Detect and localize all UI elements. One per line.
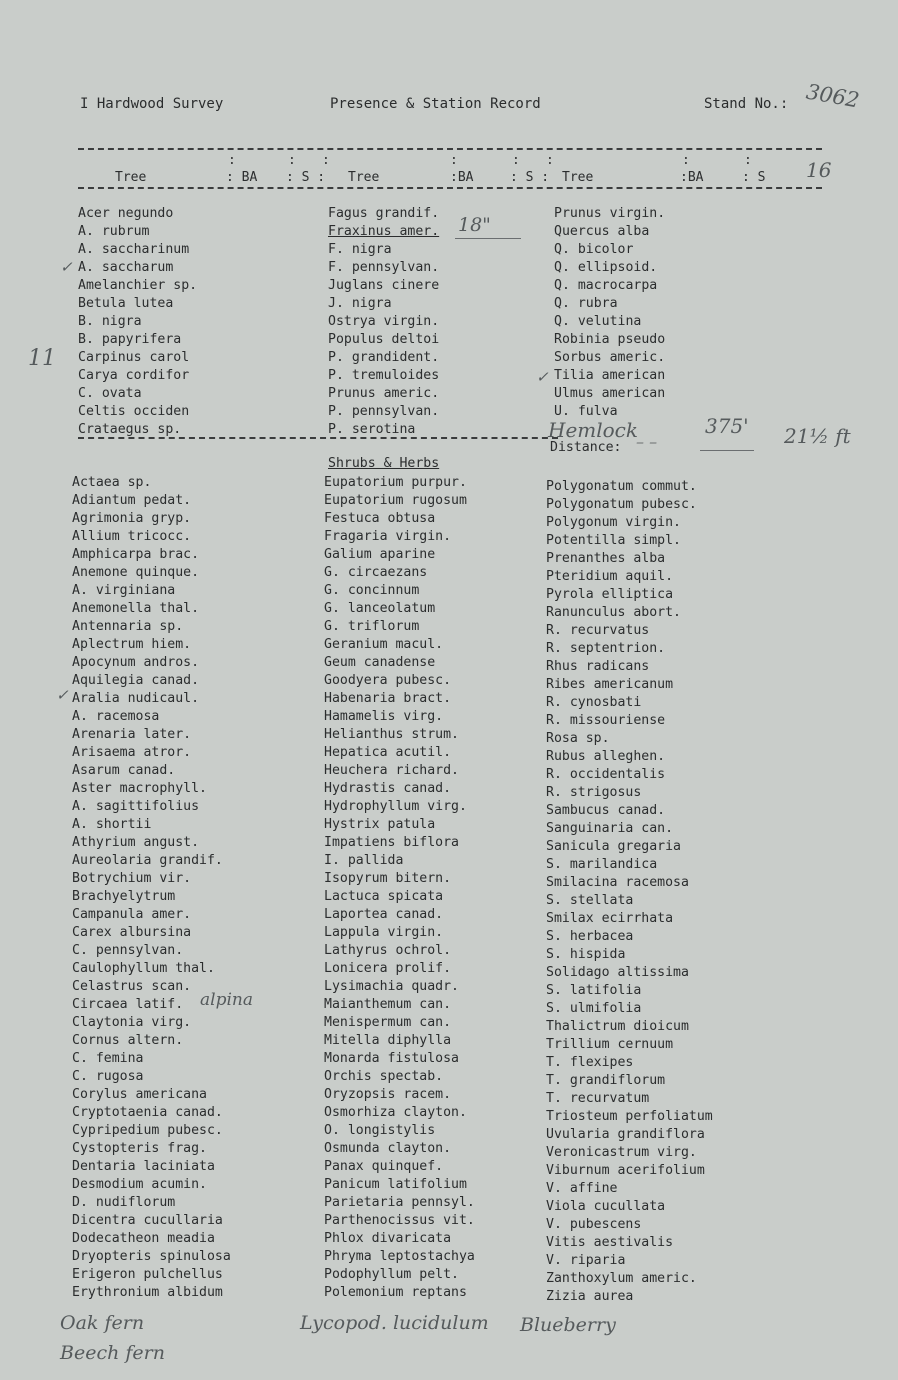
- list-item: Parthenocissus vit.: [324, 1213, 475, 1228]
- handwritten-underline: [455, 238, 521, 239]
- list-item: Amelanchier sp.: [78, 278, 198, 293]
- list-item: Polygonatum commut.: [546, 479, 697, 494]
- list-item: Robinia pseudo: [554, 332, 666, 347]
- list-item: Lathyrus ochrol.: [324, 943, 452, 958]
- handwritten-species: Lycopod. lucidulum: [300, 1312, 489, 1334]
- list-item: Prunus americ.: [328, 386, 440, 401]
- ba-column-header: : BA: [226, 170, 258, 185]
- list-item: G. lanceolatum: [324, 601, 436, 616]
- handwritten-underline: [700, 450, 754, 451]
- check-mark-icon: ✓: [60, 258, 73, 276]
- list-item: G. circaezans: [324, 565, 428, 580]
- list-item: S. latifolia: [546, 983, 642, 998]
- list-item: R. recurvatus: [546, 623, 650, 638]
- list-item: Pyrola elliptica: [546, 587, 674, 602]
- list-item: Galium aparine: [324, 547, 436, 562]
- list-item: Q. macrocarpa: [554, 278, 658, 293]
- list-item: A. racemosa: [72, 709, 160, 724]
- tree-column-header: Tree: [348, 170, 380, 185]
- list-item: Caulophyllum thal.: [72, 961, 215, 976]
- list-item: Aster macrophyll.: [72, 781, 207, 796]
- list-item: Menispermum can.: [324, 1015, 452, 1030]
- handwritten-measurement: 18": [458, 214, 491, 236]
- list-item: Polemonium reptans: [324, 1285, 467, 1300]
- tree-list-col1: [78, 205, 197, 439]
- list-item: Tilia american: [554, 368, 666, 383]
- list-item: Aquilegia canad.: [72, 673, 200, 688]
- list-item: V. riparia: [546, 1253, 626, 1268]
- list-item: Celastrus scan.: [72, 979, 192, 994]
- column-separator: :: [322, 153, 330, 168]
- list-item: Podophyllum pelt.: [324, 1267, 459, 1282]
- list-item: Anemonella thal.: [72, 601, 200, 616]
- list-item: Hystrix patula: [324, 817, 436, 832]
- list-item: Thalictrum dioicum: [546, 1019, 689, 1034]
- list-item: Hydrophyllum virg.: [324, 799, 467, 814]
- herb-list-col2: [324, 474, 475, 1302]
- list-item: O. longistylis: [324, 1123, 436, 1138]
- list-item: Vitis aestivalis: [546, 1235, 674, 1250]
- list-item: A. virginiana: [72, 583, 176, 598]
- list-item: Brachyelytrum: [72, 889, 176, 904]
- list-item: Arenaria later.: [72, 727, 192, 742]
- list-item: Carya cordifor: [78, 368, 190, 383]
- list-item: Polygonum virgin.: [546, 515, 681, 530]
- list-item: Smilacina racemosa: [546, 875, 689, 890]
- list-item: Crataegus sp.: [78, 422, 182, 437]
- list-item: A. sagittifolius: [72, 799, 200, 814]
- list-item: Sanguinaria can.: [546, 821, 674, 836]
- list-item: Botrychium vir.: [72, 871, 192, 886]
- list-item: Uvularia grandiflora: [546, 1127, 705, 1142]
- list-item: C. ovata: [78, 386, 142, 401]
- list-item: Corylus americana: [72, 1087, 207, 1102]
- list-item: Dodecatheon meadia: [72, 1231, 215, 1246]
- handwritten-species: Hemlock: [548, 418, 638, 442]
- list-item: F. nigra: [328, 242, 392, 257]
- list-item: Eupatorium purpur.: [324, 475, 467, 490]
- list-item: Lysimachia quadr.: [324, 979, 459, 994]
- list-item: S. stellata: [546, 893, 634, 908]
- list-item: Lappula virgin.: [324, 925, 444, 940]
- list-item: Zanthoxylum americ.: [546, 1271, 697, 1286]
- list-item: T. recurvatum: [546, 1091, 650, 1106]
- check-mark-icon: ✓: [56, 686, 69, 704]
- list-item: Parietaria pennsyl.: [324, 1195, 475, 1210]
- list-item: Ranunculus abort.: [546, 605, 681, 620]
- list-item: Polygonatum pubesc.: [546, 497, 697, 512]
- list-item: R. septentrion.: [546, 641, 666, 656]
- list-item: Viburnum acerifolium: [546, 1163, 705, 1178]
- list-item: Geranium macul.: [324, 637, 444, 652]
- list-item: Rosa sp.: [546, 731, 610, 746]
- list-item: S. hispida: [546, 947, 626, 962]
- list-item: A. saccharinum: [78, 242, 190, 257]
- list-item: Aralia nudicaul.: [72, 691, 200, 706]
- list-item: Cryptotaenia canad.: [72, 1105, 223, 1120]
- list-item: V. pubescens: [546, 1217, 642, 1232]
- list-item: S. herbacea: [546, 929, 634, 944]
- list-item: Monarda fistulosa: [324, 1051, 459, 1066]
- handwritten-note: 16: [806, 158, 832, 182]
- list-item: Fagus grandif.: [328, 206, 440, 221]
- list-item: Eupatorium rugosum: [324, 493, 467, 508]
- header-rule-bottom: [78, 187, 822, 189]
- list-item: Actaea sp.: [72, 475, 152, 490]
- handwritten-distance: 375': [705, 414, 749, 438]
- list-item: Athyrium angust.: [72, 835, 200, 850]
- list-item: D. nudiflorum: [72, 1195, 176, 1210]
- list-item: Prunus virgin.: [554, 206, 666, 221]
- list-item: Ribes americanum: [546, 677, 674, 692]
- list-item: Celtis occiden: [78, 404, 190, 419]
- herb-list-col1: [72, 474, 231, 1302]
- list-item: Phlox divaricata: [324, 1231, 452, 1246]
- column-separator: :: [744, 153, 752, 168]
- list-item: P. tremuloides: [328, 368, 440, 383]
- ba-column-header: :BA: [680, 170, 704, 185]
- survey-title: I Hardwood Survey: [80, 96, 224, 112]
- list-item: Arisaema atror.: [72, 745, 192, 760]
- list-item: A. rubrum: [78, 224, 150, 239]
- list-item: Helianthus strum.: [324, 727, 459, 742]
- list-item: S. ulmifolia: [546, 1001, 642, 1016]
- list-item: Q. ellipsoid.: [554, 260, 658, 275]
- list-item: Allium tricocc.: [72, 529, 192, 544]
- list-item: Pteridium aquil.: [546, 569, 674, 584]
- list-item: Cornus altern.: [72, 1033, 184, 1048]
- list-item: R. cynosbati: [546, 695, 642, 710]
- list-item: Fraxinus amer.: [328, 224, 440, 239]
- list-item: Circaea latif.: [72, 997, 184, 1012]
- list-item: Ulmus american: [554, 386, 666, 401]
- list-item: Geum canadense: [324, 655, 436, 670]
- list-item: Anemone quinque.: [72, 565, 200, 580]
- list-item: Mitella diphylla: [324, 1033, 452, 1048]
- list-item: A. shortii: [72, 817, 152, 832]
- list-item: Adiantum pedat.: [72, 493, 192, 508]
- list-item: A. saccharum: [78, 260, 174, 275]
- list-item: B. papyrifera: [78, 332, 182, 347]
- list-item: Hydrastis canad.: [324, 781, 452, 796]
- list-item: P. grandident.: [328, 350, 440, 365]
- list-item: Dentaria laciniata: [72, 1159, 215, 1174]
- list-item: Festuca obtusa: [324, 511, 436, 526]
- shrubs-herbs-heading: Shrubs & Herbs: [328, 456, 440, 471]
- list-item: Antennaria sp.: [72, 619, 184, 634]
- list-item: B. nigra: [78, 314, 142, 329]
- herb-list-col3: [546, 478, 713, 1306]
- list-item: Betula lutea: [78, 296, 174, 311]
- list-item: Osmorhiza clayton.: [324, 1105, 467, 1120]
- check-mark-icon: ✓: [536, 368, 549, 386]
- list-item: Acer negundo: [78, 206, 174, 221]
- column-separator: :: [682, 153, 690, 168]
- list-item: Prenanthes alba: [546, 551, 666, 566]
- column-separator: :: [512, 153, 520, 168]
- list-item: C. rugosa: [72, 1069, 144, 1084]
- list-item: Heuchera richard.: [324, 763, 459, 778]
- list-item: Maianthemum can.: [324, 997, 452, 1012]
- list-item: G. concinnum: [324, 583, 420, 598]
- list-item: Aplectrum hiem.: [72, 637, 192, 652]
- list-item: Panax quinquef.: [324, 1159, 444, 1174]
- list-item: Potentilla simpl.: [546, 533, 681, 548]
- s-column-header: : S :: [286, 170, 326, 185]
- list-item: Veronicastrum virg.: [546, 1145, 697, 1160]
- list-item: Fragaria virgin.: [324, 529, 452, 544]
- list-item: Cystopteris frag.: [72, 1141, 207, 1156]
- list-item: Q. bicolor: [554, 242, 634, 257]
- handwritten-species: Beech fern: [60, 1342, 165, 1364]
- list-item: Rhus radicans: [546, 659, 650, 674]
- list-item: Solidago altissima: [546, 965, 689, 980]
- column-separator: :: [450, 153, 458, 168]
- list-item: Viola cucullata: [546, 1199, 666, 1214]
- tree-list-col2: [328, 205, 439, 439]
- list-item: Phryma leptostachya: [324, 1249, 475, 1264]
- list-item: Claytonia virg.: [72, 1015, 192, 1030]
- list-item: Impatiens biflora: [324, 835, 459, 850]
- handwritten-species: Oak fern: [60, 1312, 145, 1334]
- list-item: Laportea canad.: [324, 907, 444, 922]
- tree-column-header: Tree: [115, 170, 147, 185]
- list-item: Erigeron pulchellus: [72, 1267, 223, 1282]
- list-item: Oryzopsis racem.: [324, 1087, 452, 1102]
- list-item: Dicentra cucullaria: [72, 1213, 223, 1228]
- list-item: T. flexipes: [546, 1055, 634, 1070]
- list-item: Desmodium acumin.: [72, 1177, 207, 1192]
- column-separator: :: [546, 153, 554, 168]
- header-rule-top: [78, 148, 822, 150]
- list-item: C. femina: [72, 1051, 144, 1066]
- list-item: Campanula amer.: [72, 907, 192, 922]
- list-item: P. pennsylvan.: [328, 404, 440, 419]
- ba-column-header: :BA: [450, 170, 474, 185]
- list-item: Q. velutina: [554, 314, 642, 329]
- list-item: R. occidentalis: [546, 767, 666, 782]
- list-item: R. missouriense: [546, 713, 666, 728]
- list-item: Lactuca spicata: [324, 889, 444, 904]
- list-item: Quercus alba: [554, 224, 650, 239]
- list-item: Carpinus carol: [78, 350, 190, 365]
- list-item: C. pennsylvan.: [72, 943, 184, 958]
- column-separator: :: [288, 153, 296, 168]
- handwritten-species: Blueberry: [520, 1314, 616, 1336]
- list-item: Cypripedium pubesc.: [72, 1123, 223, 1138]
- list-item: Dryopteris spinulosa: [72, 1249, 231, 1264]
- list-item: S. marilandica: [546, 857, 658, 872]
- handwritten-note: alpina: [200, 990, 253, 1010]
- list-item: Sorbus americ.: [554, 350, 666, 365]
- list-item: J. nigra: [328, 296, 392, 311]
- list-item: Apocynum andros.: [72, 655, 200, 670]
- list-item: F. pennsylvan.: [328, 260, 440, 275]
- list-item: Osmunda clayton.: [324, 1141, 452, 1156]
- list-item: Amphicarpa brac.: [72, 547, 200, 562]
- list-item: Hamamelis virg.: [324, 709, 444, 724]
- list-item: Isopyrum bitern.: [324, 871, 452, 886]
- list-item: Agrimonia gryp.: [72, 511, 192, 526]
- list-item: Habenaria bract.: [324, 691, 452, 706]
- list-item: V. affine: [546, 1181, 618, 1196]
- list-item: I. pallida: [324, 853, 404, 868]
- list-item: U. fulva: [554, 404, 618, 419]
- tree-list-col3: [554, 205, 665, 421]
- list-item: Q. rubra: [554, 296, 618, 311]
- list-item: Populus deltoi: [328, 332, 440, 347]
- list-item: Juglans cinere: [328, 278, 440, 293]
- list-item: Hepatica acutil.: [324, 745, 452, 760]
- list-item: Zizia aurea: [546, 1289, 634, 1304]
- stand-number-label: Stand No.:: [704, 96, 789, 112]
- list-item: Erythronium albidum: [72, 1285, 223, 1300]
- list-item: Panicum latifolium: [324, 1177, 467, 1192]
- tree-section-rule: [78, 437, 558, 439]
- list-item: Asarum canad.: [72, 763, 176, 778]
- handwritten-dash: – –: [636, 432, 658, 451]
- list-item: G. triflorum: [324, 619, 420, 634]
- list-item: Sanicula gregaria: [546, 839, 681, 854]
- record-title: Presence & Station Record: [330, 96, 541, 112]
- list-item: Carex albursina: [72, 925, 192, 940]
- list-item: Ostrya virgin.: [328, 314, 440, 329]
- distance-label: Distance:: [550, 440, 622, 455]
- list-item: Rubus alleghen.: [546, 749, 666, 764]
- handwritten-height: 21½ ft: [784, 424, 851, 448]
- list-item: Smilax ecirrhata: [546, 911, 674, 926]
- list-item: Aureolaria grandif.: [72, 853, 223, 868]
- column-separator: :: [228, 153, 236, 168]
- list-item: R. strigosus: [546, 785, 642, 800]
- list-item: Goodyera pubesc.: [324, 673, 452, 688]
- list-item: Orchis spectab.: [324, 1069, 444, 1084]
- stand-number-value: 3062: [804, 79, 862, 113]
- handwritten-note: 11: [28, 346, 56, 371]
- list-item: Sambucus canad.: [546, 803, 666, 818]
- tree-column-header: Tree: [562, 170, 594, 185]
- list-item: Trillium cernuum: [546, 1037, 674, 1052]
- list-item: T. grandiflorum: [546, 1073, 666, 1088]
- list-item: Lonicera prolif.: [324, 961, 452, 976]
- s-column-header: : S :: [510, 170, 550, 185]
- list-item: Triosteum perfoliatum: [546, 1109, 713, 1124]
- s-column-header: : S: [742, 170, 766, 185]
- list-item: P. serotina: [328, 422, 416, 437]
